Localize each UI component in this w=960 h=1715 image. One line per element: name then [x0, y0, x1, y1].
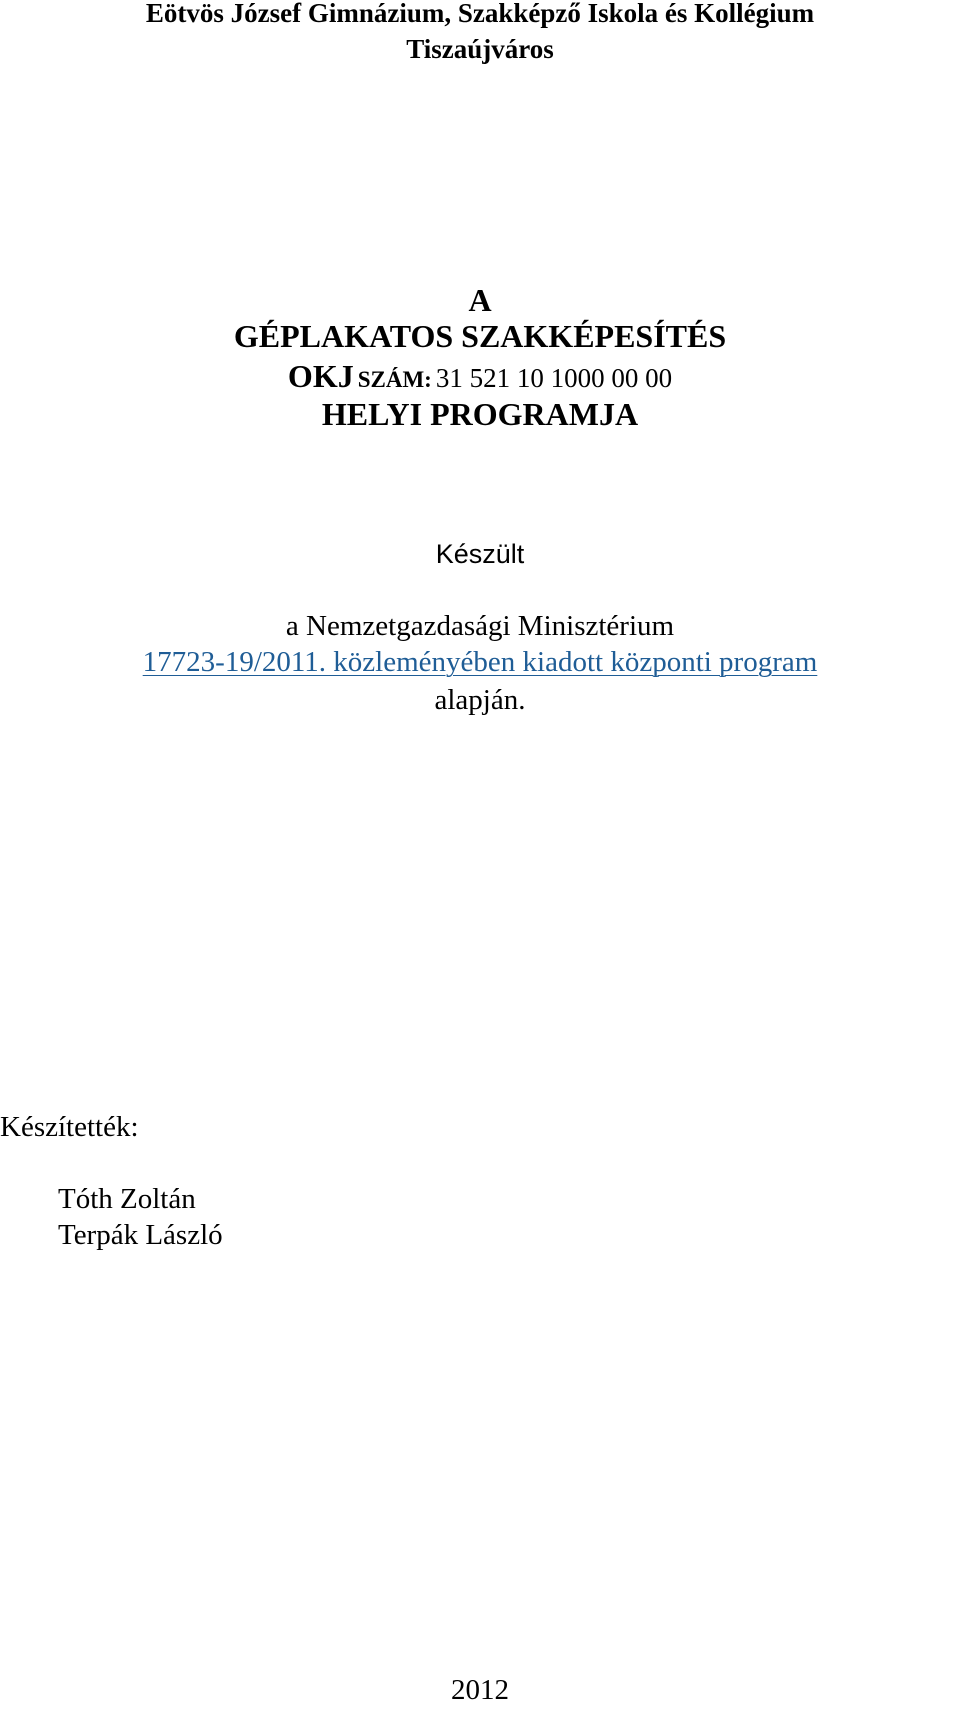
- author-name: Terpák László: [58, 1219, 223, 1251]
- publication-year: 2012: [451, 1674, 509, 1706]
- authors-label: Készítették:: [0, 1111, 139, 1143]
- made-label: Készült: [435, 539, 525, 569]
- author-name: Tóth Zoltán: [58, 1183, 196, 1215]
- okj-number: 31 521 10 1000 00 00: [435, 363, 673, 393]
- decree-link[interactable]: 17723-19/2011. közleményében kiadott központi program: [142, 646, 818, 678]
- closing-line: alapján.: [434, 684, 526, 716]
- qualification-title: GÉPLAKATOS SZAKKÉPESÍTÉS: [233, 318, 727, 354]
- school-name: Eötvös József Gimnázium, Szakképző Iskola és Kollégium: [145, 0, 815, 28]
- title-article: A: [468, 282, 492, 318]
- okj-number-line: [0, 360, 960, 392]
- school-city: Tiszaújváros: [406, 34, 554, 64]
- okj-label: SZÁM:: [357, 367, 432, 392]
- okj-prefix: OKJ: [287, 358, 354, 394]
- decree-line: [0, 648, 960, 677]
- program-title: HELYI PROGRAMJA: [321, 396, 639, 432]
- ministry-line: a Nemzetgazdasági Minisztérium: [285, 610, 675, 642]
